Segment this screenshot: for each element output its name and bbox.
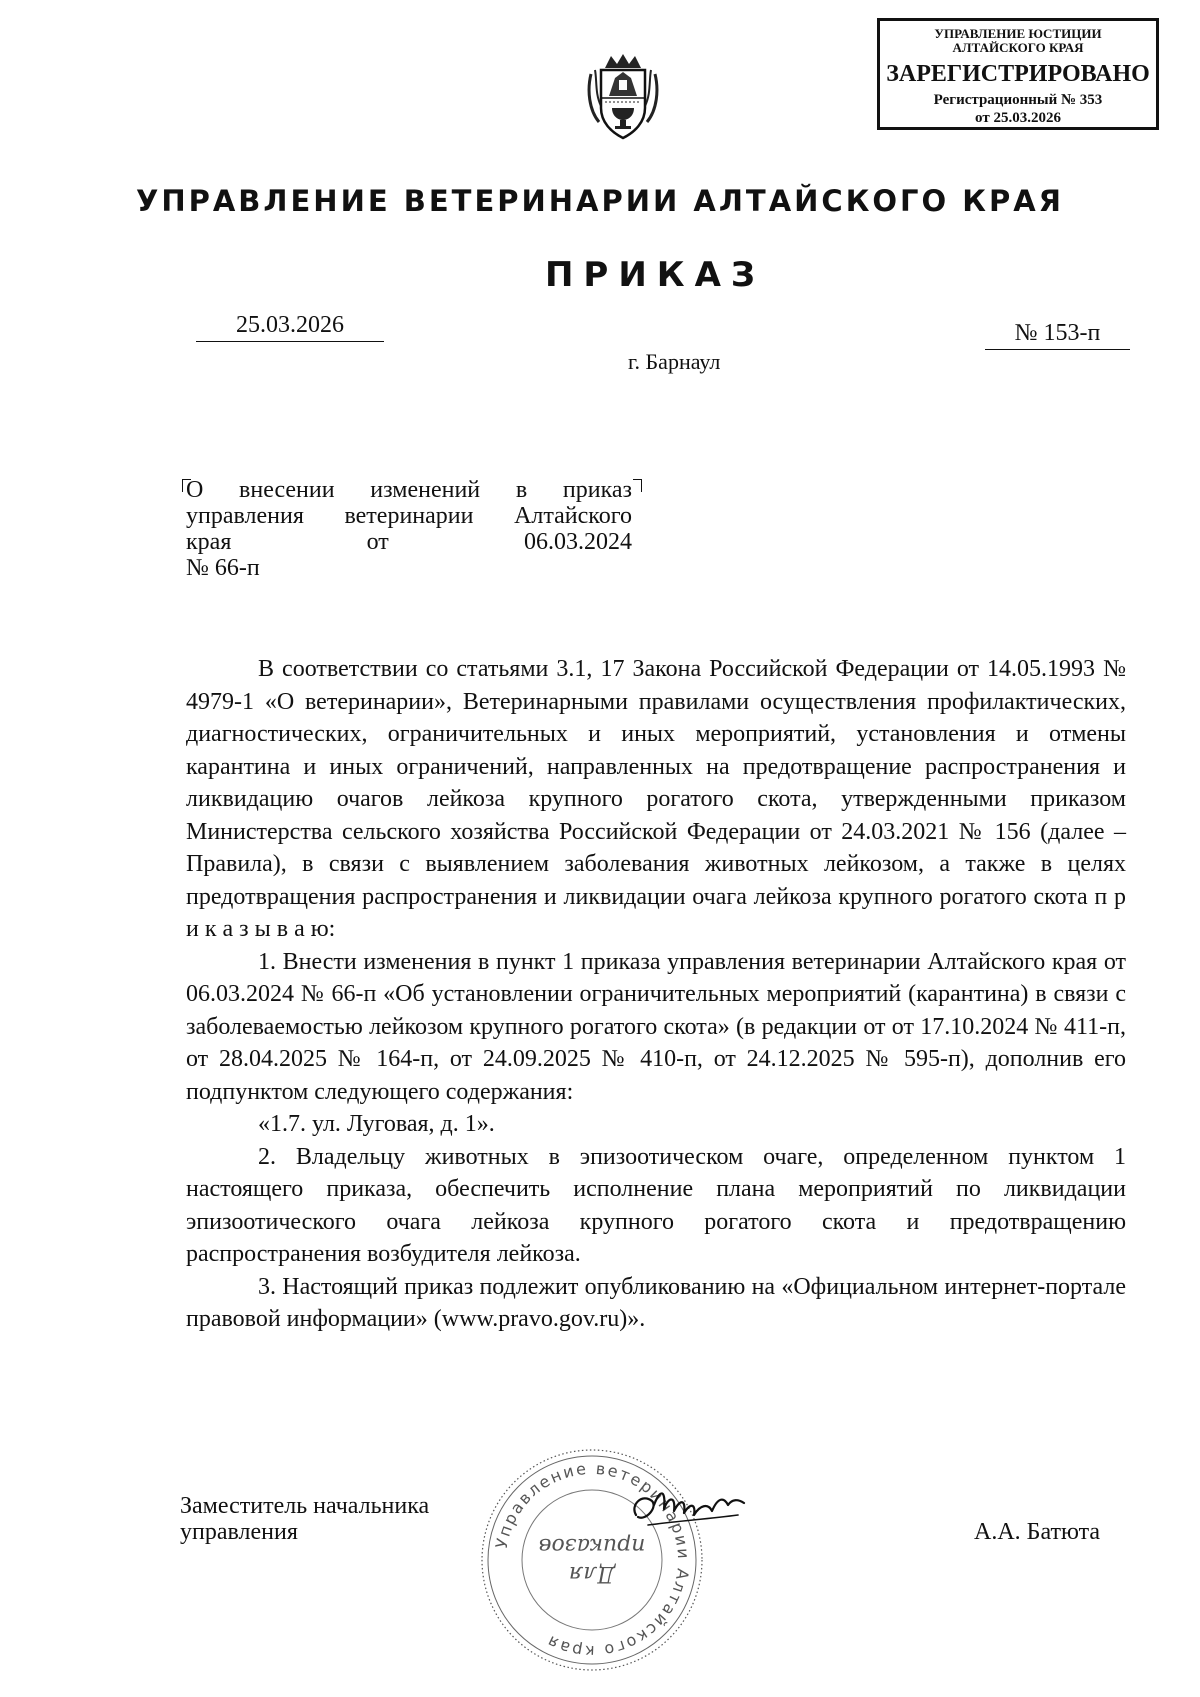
agency-name: УПРАВЛЕНИЕ ВЕТЕРИНАРИИ АЛТАЙСКОГО КРАЯ [135,184,1065,218]
issue-city: г. Барнаул [628,349,721,374]
subject-bracket-right [633,479,642,492]
item-1-paragraph: 1. Внести изменения в пункт 1 приказа управления ветеринарии Алтайского края от 06.03.2024 № 66-п «Об установлении ограничительных мероприятий (карантина) в связи с заболеваемостью лейкозом крупного рогатого скота» (в редакции от от 17.10.2024 № 411-п, от 28.04.2025 № 164-п, от 24.09.2025 № 410-п, от 24.12.2025 № 595-п), дополнив его подпунктом следующего содержания: [186,948,1126,1105]
subject-line-4: № 66-п [186,555,260,581]
svg-text:Управление ветеринарии Алтайск: Управление ветеринарии Алтайского края [491,1458,694,1662]
subject-line-1: О внесении изменений в приказ [186,477,632,503]
order-date: 25.03.2026 [196,312,384,342]
signer-title [180,1493,429,1545]
registration-stamp [877,18,1159,130]
altai-krai-coat-of-arms-icon [585,50,661,142]
document-type-title: ПРИКАЗ [544,255,766,295]
order-body [186,653,1126,1336]
reg-stamp-number: Регистрационный № 353 [933,92,1103,108]
handwritten-signature-icon [628,1475,748,1545]
item-1-quote: «1.7. ул. Луговая, д. 1». [258,1111,495,1137]
signer-title-line-2: управления [180,1519,298,1545]
svg-text:Для: Для [568,1561,616,1586]
svg-text:приказов: приказов [538,1533,646,1558]
reg-stamp-status: ЗАРЕГИСТРИРОВАНО [886,61,1150,87]
reg-stamp-authority-line1: УПРАВЛЕНИЕ ЮСТИЦИИ [934,26,1102,41]
subject-line-3: края от 06.03.2024 [186,529,632,555]
subject-line-2: управления ветеринарии Алтайского [186,503,632,529]
order-number: № 153-п [985,320,1130,350]
signer-name: А.А. Батюта [974,1519,1101,1545]
reg-stamp-date: от 25.03.2026 [975,110,1061,126]
reg-stamp-authority-line2: АЛТАЙСКОГО КРАЯ [952,40,1084,55]
subject-bracket-left [182,479,191,492]
item-2-paragraph: 2. Владельцу животных в эпизоотическом очаге, определенном пунктом 1 настоящего приказа, обеспечить исполнение плана мероприятий по ликвидации эпизоотического очага лейкоза крупного рогатого скота и предотвращению распространения возбудителя лейкоза. [186,1143,1126,1267]
item-3-paragraph: 3. Настоящий приказ подлежит опубликованию на «Официальном интернет-портале правовой информации» (www.pravo.gov.ru)». [186,1273,1126,1332]
order-subject [186,477,632,581]
signer-title-line-1: Заместитель начальника [180,1493,430,1519]
preamble-paragraph: В соответствии со статьями 3.1, 17 Закона Российской Федерации от 14.05.1993 № 4979-1 «О ветеринарии», Ветеринарными правилами осуществления профилактических, диагностических, ограничительных и иных мероприятий, установления и отмены карантина и иных ограничений, направленных на предотвращение распространения и ликвидацию очагов лейкоза крупного рогатого скота, утвержденными приказом Министерства сельского хозяйства Российской Федерации от 24.03.2021 № 156 (далее – Правила), в связи с выявлением заболевания животных лейкозом, а также в целях предотвращения распространения и ликвидации очага лейкоза крупного рогатого скота п р и к а з ы в а ю: [186,656,1126,942]
